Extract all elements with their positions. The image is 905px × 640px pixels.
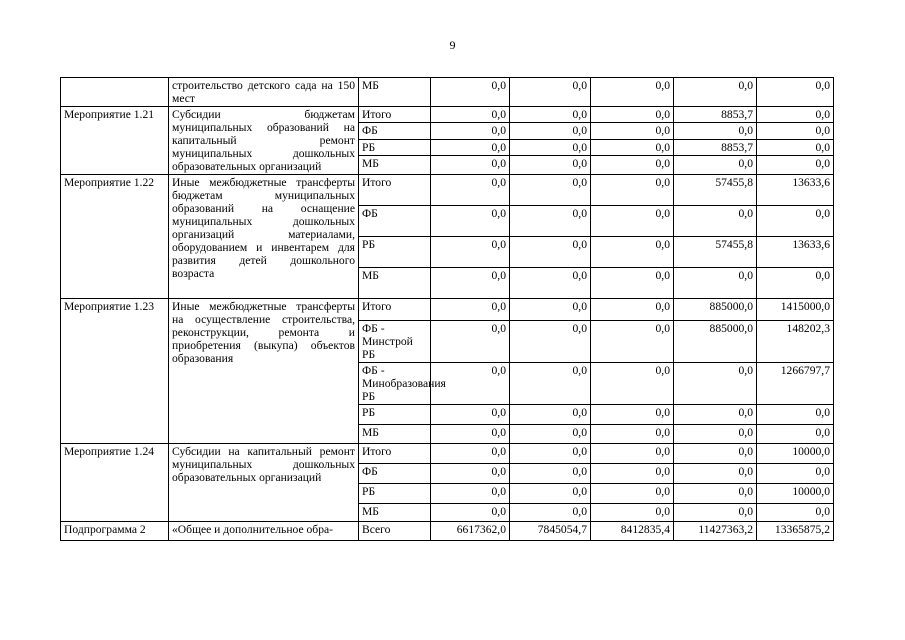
amount-cell: 0,0 bbox=[431, 123, 510, 139]
amount-cell: 0,0 bbox=[757, 139, 834, 155]
funding-source-cell: МБ bbox=[359, 78, 431, 107]
amount-cell: 0,0 bbox=[591, 484, 674, 504]
amount-cell: 0,0 bbox=[757, 464, 834, 484]
measure-code-cell: Мероприятие 1.22 bbox=[61, 175, 169, 299]
budget-table bbox=[60, 77, 834, 541]
amount-cell: 0,0 bbox=[591, 299, 674, 321]
amount-cell: 148202,3 bbox=[757, 321, 834, 363]
amount-cell: 0,0 bbox=[431, 156, 510, 175]
amount-cell: 0,0 bbox=[591, 123, 674, 139]
funding-source-cell: РБ bbox=[359, 484, 431, 504]
funding-source-cell: РБ bbox=[359, 237, 431, 268]
amount-cell: 0,0 bbox=[510, 156, 591, 175]
amount-cell: 0,0 bbox=[674, 268, 757, 299]
measure-description-cell: Иные межбюджетные трансферты бюджетам муниципальных образований на оснащение муниципальных дошкольных организаций материалами, оборудованием и инвентарем для развития детей дошкольного возраста bbox=[169, 175, 359, 299]
amount-cell: 0,0 bbox=[674, 123, 757, 139]
funding-source-cell: ФБ bbox=[359, 206, 431, 237]
amount-cell: 0,0 bbox=[674, 206, 757, 237]
amount-cell: 0,0 bbox=[510, 299, 591, 321]
amount-cell: 0,0 bbox=[591, 237, 674, 268]
amount-cell: 10000,0 bbox=[757, 484, 834, 504]
amount-cell: 0,0 bbox=[757, 107, 834, 123]
amount-cell: 10000,0 bbox=[757, 444, 834, 464]
amount-cell: 0,0 bbox=[431, 405, 510, 425]
amount-cell: 0,0 bbox=[431, 464, 510, 484]
amount-cell: 0,0 bbox=[510, 268, 591, 299]
amount-cell: 0,0 bbox=[757, 405, 834, 425]
amount-cell: 1266797,7 bbox=[757, 363, 834, 405]
amount-cell: 6617362,0 bbox=[431, 522, 510, 541]
amount-cell: 0,0 bbox=[591, 464, 674, 484]
amount-cell: 0,0 bbox=[510, 206, 591, 237]
funding-source-cell: Всего bbox=[359, 522, 431, 541]
amount-cell: 57455,8 bbox=[674, 237, 757, 268]
amount-cell: 0,0 bbox=[674, 156, 757, 175]
funding-source-cell: МБ bbox=[359, 268, 431, 299]
amount-cell: 0,0 bbox=[591, 175, 674, 206]
amount-cell: 0,0 bbox=[674, 363, 757, 405]
measure-description-cell: Иные межбюджетные трансферты на осуществление строительства, реконструкции, ремонта и приобретения (выкупа) объектов образования bbox=[169, 299, 359, 444]
amount-cell: 57455,8 bbox=[674, 175, 757, 206]
amount-cell: 11427363,2 bbox=[674, 522, 757, 541]
amount-cell: 0,0 bbox=[674, 464, 757, 484]
funding-source-cell: РБ bbox=[359, 405, 431, 425]
amount-cell: 0,0 bbox=[591, 425, 674, 444]
funding-source-cell: РБ bbox=[359, 139, 431, 155]
measure-code-cell: Мероприятие 1.23 bbox=[61, 299, 169, 444]
amount-cell: 0,0 bbox=[510, 107, 591, 123]
amount-cell: 0,0 bbox=[431, 425, 510, 444]
amount-cell: 13633,6 bbox=[757, 175, 834, 206]
amount-cell: 0,0 bbox=[674, 425, 757, 444]
amount-cell: 0,0 bbox=[591, 504, 674, 522]
amount-cell: 0,0 bbox=[510, 425, 591, 444]
amount-cell: 0,0 bbox=[591, 139, 674, 155]
funding-source-cell: ФБ - Минобразования РБ bbox=[359, 363, 431, 405]
amount-cell: 0,0 bbox=[757, 504, 834, 522]
amount-cell: 0,0 bbox=[431, 206, 510, 237]
table-row bbox=[61, 444, 834, 464]
amount-cell: 0,0 bbox=[510, 464, 591, 484]
amount-cell: 0,0 bbox=[510, 237, 591, 268]
amount-cell: 0,0 bbox=[591, 268, 674, 299]
amount-cell: 0,0 bbox=[431, 444, 510, 464]
measure-code-cell: Мероприятие 1.21 bbox=[61, 107, 169, 175]
amount-cell: 0,0 bbox=[757, 206, 834, 237]
amount-cell: 0,0 bbox=[431, 139, 510, 155]
amount-cell: 8853,7 bbox=[674, 139, 757, 155]
amount-cell: 885000,0 bbox=[674, 321, 757, 363]
amount-cell: 0,0 bbox=[757, 156, 834, 175]
amount-cell: 0,0 bbox=[591, 206, 674, 237]
amount-cell: 0,0 bbox=[431, 107, 510, 123]
amount-cell: 0,0 bbox=[510, 363, 591, 405]
amount-cell: 8412835,4 bbox=[591, 522, 674, 541]
amount-cell: 0,0 bbox=[431, 484, 510, 504]
measure-description-cell: Субсидии бюджетам муниципальных образований на капитальный ремонт муниципальных дошкольных образовательных организаций bbox=[169, 107, 359, 175]
amount-cell: 0,0 bbox=[510, 405, 591, 425]
amount-cell: 0,0 bbox=[674, 484, 757, 504]
amount-cell: 0,0 bbox=[510, 139, 591, 155]
amount-cell: 13633,6 bbox=[757, 237, 834, 268]
amount-cell: 0,0 bbox=[591, 107, 674, 123]
funding-source-cell: Итого bbox=[359, 175, 431, 206]
measure-description-cell: строительство детского сада на 150 мест bbox=[169, 78, 359, 107]
measure-code-cell: Мероприятие 1.24 bbox=[61, 444, 169, 522]
amount-cell: 0,0 bbox=[510, 78, 591, 107]
funding-source-cell: Итого bbox=[359, 444, 431, 464]
table-row bbox=[61, 107, 834, 123]
amount-cell: 7845054,7 bbox=[510, 522, 591, 541]
amount-cell: 0,0 bbox=[431, 504, 510, 522]
amount-cell: 0,0 bbox=[757, 425, 834, 444]
amount-cell: 0,0 bbox=[510, 321, 591, 363]
amount-cell: 0,0 bbox=[431, 175, 510, 206]
measure-description-cell: Субсидии на капитальный ремонт муниципальных дошкольных образовательных организаций bbox=[169, 444, 359, 522]
amount-cell: 0,0 bbox=[591, 405, 674, 425]
measure-code-cell bbox=[61, 78, 169, 107]
amount-cell: 0,0 bbox=[431, 299, 510, 321]
amount-cell: 0,0 bbox=[591, 444, 674, 464]
amount-cell: 885000,0 bbox=[674, 299, 757, 321]
table-row bbox=[61, 299, 834, 321]
amount-cell: 0,0 bbox=[591, 156, 674, 175]
page-number: 9 bbox=[449, 38, 456, 52]
amount-cell: 0,0 bbox=[591, 78, 674, 107]
amount-cell: 1415000,0 bbox=[757, 299, 834, 321]
table-row bbox=[61, 522, 834, 541]
amount-cell: 0,0 bbox=[510, 484, 591, 504]
amount-cell: 0,0 bbox=[431, 237, 510, 268]
amount-cell: 0,0 bbox=[591, 363, 674, 405]
amount-cell: 0,0 bbox=[757, 123, 834, 139]
funding-source-cell: ФБ bbox=[359, 123, 431, 139]
funding-source-cell: Итого bbox=[359, 299, 431, 321]
funding-source-cell: МБ bbox=[359, 156, 431, 175]
table-row bbox=[61, 175, 834, 206]
funding-source-cell: Итого bbox=[359, 107, 431, 123]
amount-cell: 8853,7 bbox=[674, 107, 757, 123]
amount-cell: 0,0 bbox=[510, 504, 591, 522]
amount-cell: 0,0 bbox=[431, 363, 510, 405]
table-body bbox=[61, 78, 834, 541]
funding-source-cell: МБ bbox=[359, 504, 431, 522]
amount-cell: 0,0 bbox=[757, 268, 834, 299]
funding-source-cell: МБ bbox=[359, 425, 431, 444]
amount-cell: 0,0 bbox=[674, 405, 757, 425]
measure-description-cell: «Общее и дополнительное обра- bbox=[169, 522, 359, 541]
funding-source-cell: ФБ bbox=[359, 464, 431, 484]
amount-cell: 13365875,2 bbox=[757, 522, 834, 541]
amount-cell: 0,0 bbox=[431, 268, 510, 299]
table-row bbox=[61, 78, 834, 107]
amount-cell: 0,0 bbox=[510, 444, 591, 464]
amount-cell: 0,0 bbox=[674, 444, 757, 464]
amount-cell: 0,0 bbox=[510, 175, 591, 206]
amount-cell: 0,0 bbox=[591, 321, 674, 363]
amount-cell: 0,0 bbox=[674, 78, 757, 107]
amount-cell: 0,0 bbox=[510, 123, 591, 139]
amount-cell: 0,0 bbox=[431, 321, 510, 363]
funding-source-cell: ФБ - Минстрой РБ bbox=[359, 321, 431, 363]
amount-cell: 0,0 bbox=[431, 78, 510, 107]
measure-code-cell: Подпрограмма 2 bbox=[61, 522, 169, 541]
amount-cell: 0,0 bbox=[674, 504, 757, 522]
amount-cell: 0,0 bbox=[757, 78, 834, 107]
